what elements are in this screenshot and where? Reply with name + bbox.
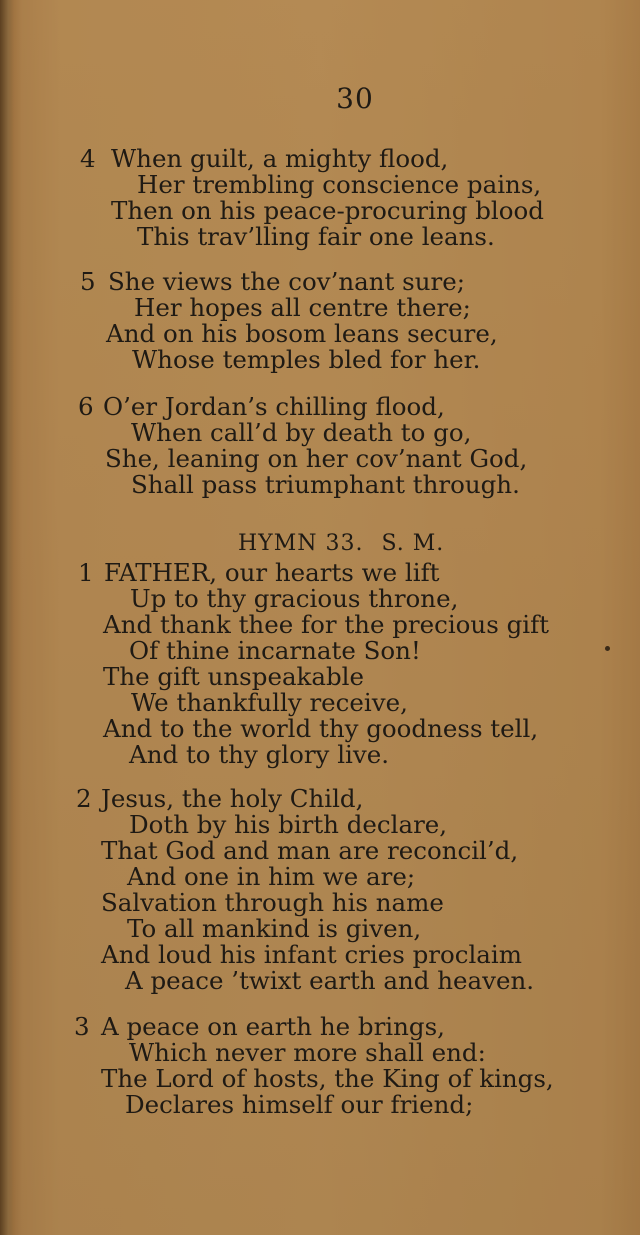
page-number: 30 [336, 82, 374, 115]
verse-line: And to the world thy goodness tell, [103, 714, 539, 743]
verse-line: And to thy glory live. [129, 740, 389, 769]
stanza-number: 5 [80, 267, 96, 296]
stanza-number: 2 [76, 784, 92, 813]
verse-line: The gift unspeakable [103, 662, 365, 691]
verse-line: And one in him we are; [127, 862, 416, 891]
verse-line: Then on his peace-procuring blood [111, 196, 544, 225]
verse-line: Salvation through his name [101, 888, 444, 917]
verse-line: When call’d by death to go, [131, 418, 472, 447]
verse-line: Which never more shall end: [129, 1038, 486, 1067]
stanza-number: 1 [78, 558, 94, 587]
verse-line: To all mankind is given, [127, 914, 422, 943]
verse-line: O’er Jordan’s chilling flood, [103, 392, 445, 421]
verse-line: She views the cov’nant sure; [108, 267, 465, 296]
hymn-title: HYMN 33. [238, 531, 364, 556]
verse-line: She, leaning on her cov’nant God, [105, 444, 528, 473]
ink-speck [605, 646, 610, 651]
stanza-number: 4 [80, 144, 96, 173]
verse-line: Of thine incarnate Son! [129, 636, 421, 665]
verse-line: A peace ’twixt earth and heaven. [125, 966, 535, 995]
stanza-number: 3 [74, 1012, 90, 1041]
verse-line: A peace on earth he brings, [101, 1012, 445, 1041]
verse-line: That God and man are reconcil’d, [101, 836, 519, 865]
verse-line: Whose temples bled for her. [132, 345, 481, 374]
verse-line: Her hopes all centre there; [134, 293, 471, 322]
verse-line: Her trembling conscience pains, [137, 170, 542, 199]
verse-line: And thank thee for the precious gift [103, 610, 550, 639]
verse-line: Declares himself our friend; [125, 1090, 474, 1119]
verse-line: We thankfully receive, [131, 688, 408, 717]
verse-line: This trav’lling fair one leans. [137, 222, 495, 251]
verse-line: Shall pass triumphant through. [131, 470, 520, 499]
verse-line: And loud his infant cries proclaim [101, 940, 522, 969]
verse-line: The Lord of hosts, the King of kings, [101, 1064, 554, 1093]
stanza-number: 6 [78, 392, 94, 421]
verse-line: When guilt, a mighty flood, [111, 144, 449, 173]
verse-line: Jesus, the holy Child, [101, 784, 364, 813]
verse-line: Up to thy gracious throne, [130, 584, 459, 613]
verse-line: And on his bosom leans secure, [106, 319, 498, 348]
hymn-heading [238, 531, 444, 557]
verse-line: FATHER, our hearts we lift [104, 558, 440, 587]
verse-line: Doth by his birth declare, [129, 810, 448, 839]
hymn-meter: S. M. [381, 531, 445, 556]
page-gutter-shadow [0, 0, 14, 1235]
